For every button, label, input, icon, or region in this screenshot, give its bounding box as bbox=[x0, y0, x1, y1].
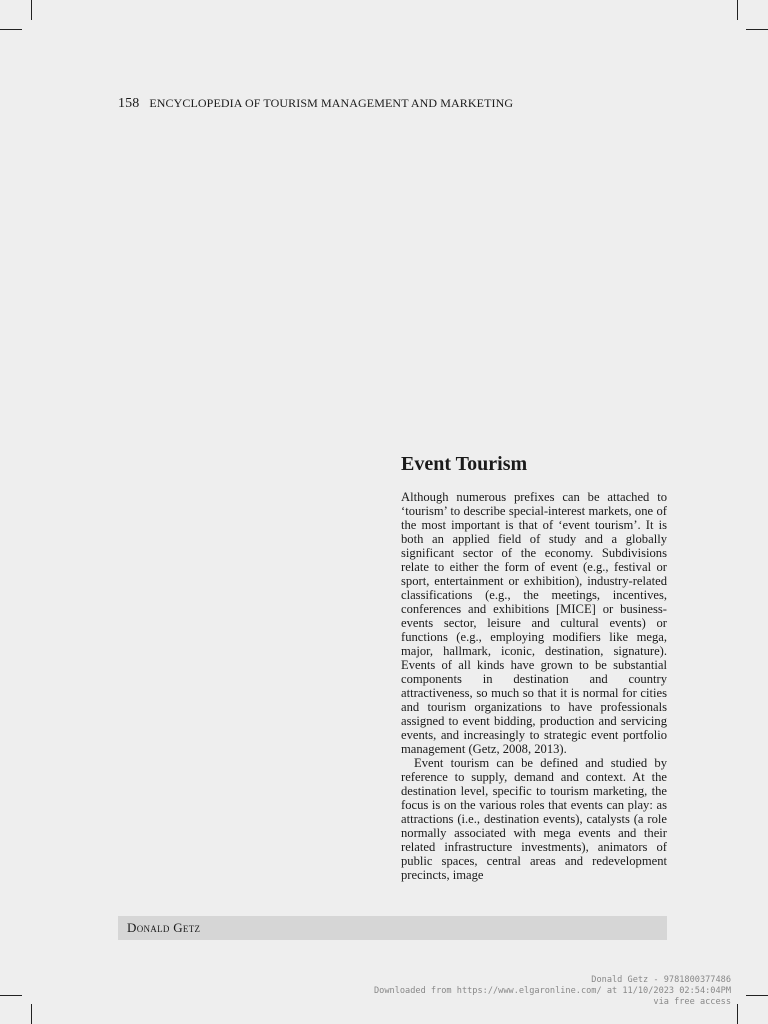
crop-mark bbox=[737, 0, 738, 20]
footer-line: via free access bbox=[653, 997, 731, 1007]
article-paragraph: Although numerous prefixes can be attached to ‘tourism’ to describe special-interest markets, one of the most important is that of ‘event tourism’. It is both an applied field of study and a globally significant sector of the economy. Subdivisions relate to either the form of event (e.g., festival or sport, entertainment or exhibition), industry-related classifications (e.g., the meetings, incentives, conferences and exhibitions [MICE] or business-events sector, leisure and cultural events) or functions (e.g., employing modifiers like mega, major, hallmark, iconic, destination, signature). Events of all kinds have grown to be substantial components in destination and country attractiveness, so much so that it is normal for cities and tourism organizations to have professionals assigned to event bidding, production and servicing events, and increasingly to strategic event portfolio management (Getz, 2008, 2013). bbox=[401, 490, 667, 756]
footer-line: Donald Getz - 9781800377486 bbox=[591, 975, 731, 985]
page-number: 158 bbox=[118, 96, 140, 111]
article-paragraph: Event tourism can be defined and studied by reference to supply, demand and context. At the destination level, specific to tourism marketing, the focus is on the various roles that events can play: as attractions (i.e., destination events), catalysts (a role normally associated with mega events and their related infrastructure investments), animators of public spaces, central areas and redevelopment precincts, image bbox=[401, 756, 667, 882]
crop-mark bbox=[746, 995, 768, 996]
crop-mark bbox=[737, 1004, 738, 1024]
article bbox=[401, 452, 667, 882]
crop-mark bbox=[31, 1004, 32, 1024]
author-name: Donald Getz bbox=[127, 920, 201, 935]
book-title: ENCYCLOPEDIA OF TOURISM MANAGEMENT AND MARKETING bbox=[149, 96, 514, 110]
article-title: Event Tourism bbox=[401, 453, 528, 475]
author-bar bbox=[118, 916, 667, 940]
download-footer bbox=[374, 975, 731, 1008]
crop-mark bbox=[0, 29, 22, 30]
crop-mark bbox=[746, 29, 768, 30]
crop-mark bbox=[0, 995, 22, 996]
running-head bbox=[118, 95, 513, 112]
crop-mark bbox=[31, 0, 32, 20]
footer-line: Downloaded from https://www.elgaronline.com/ at 11/10/2023 02:54:04PM bbox=[374, 986, 731, 996]
